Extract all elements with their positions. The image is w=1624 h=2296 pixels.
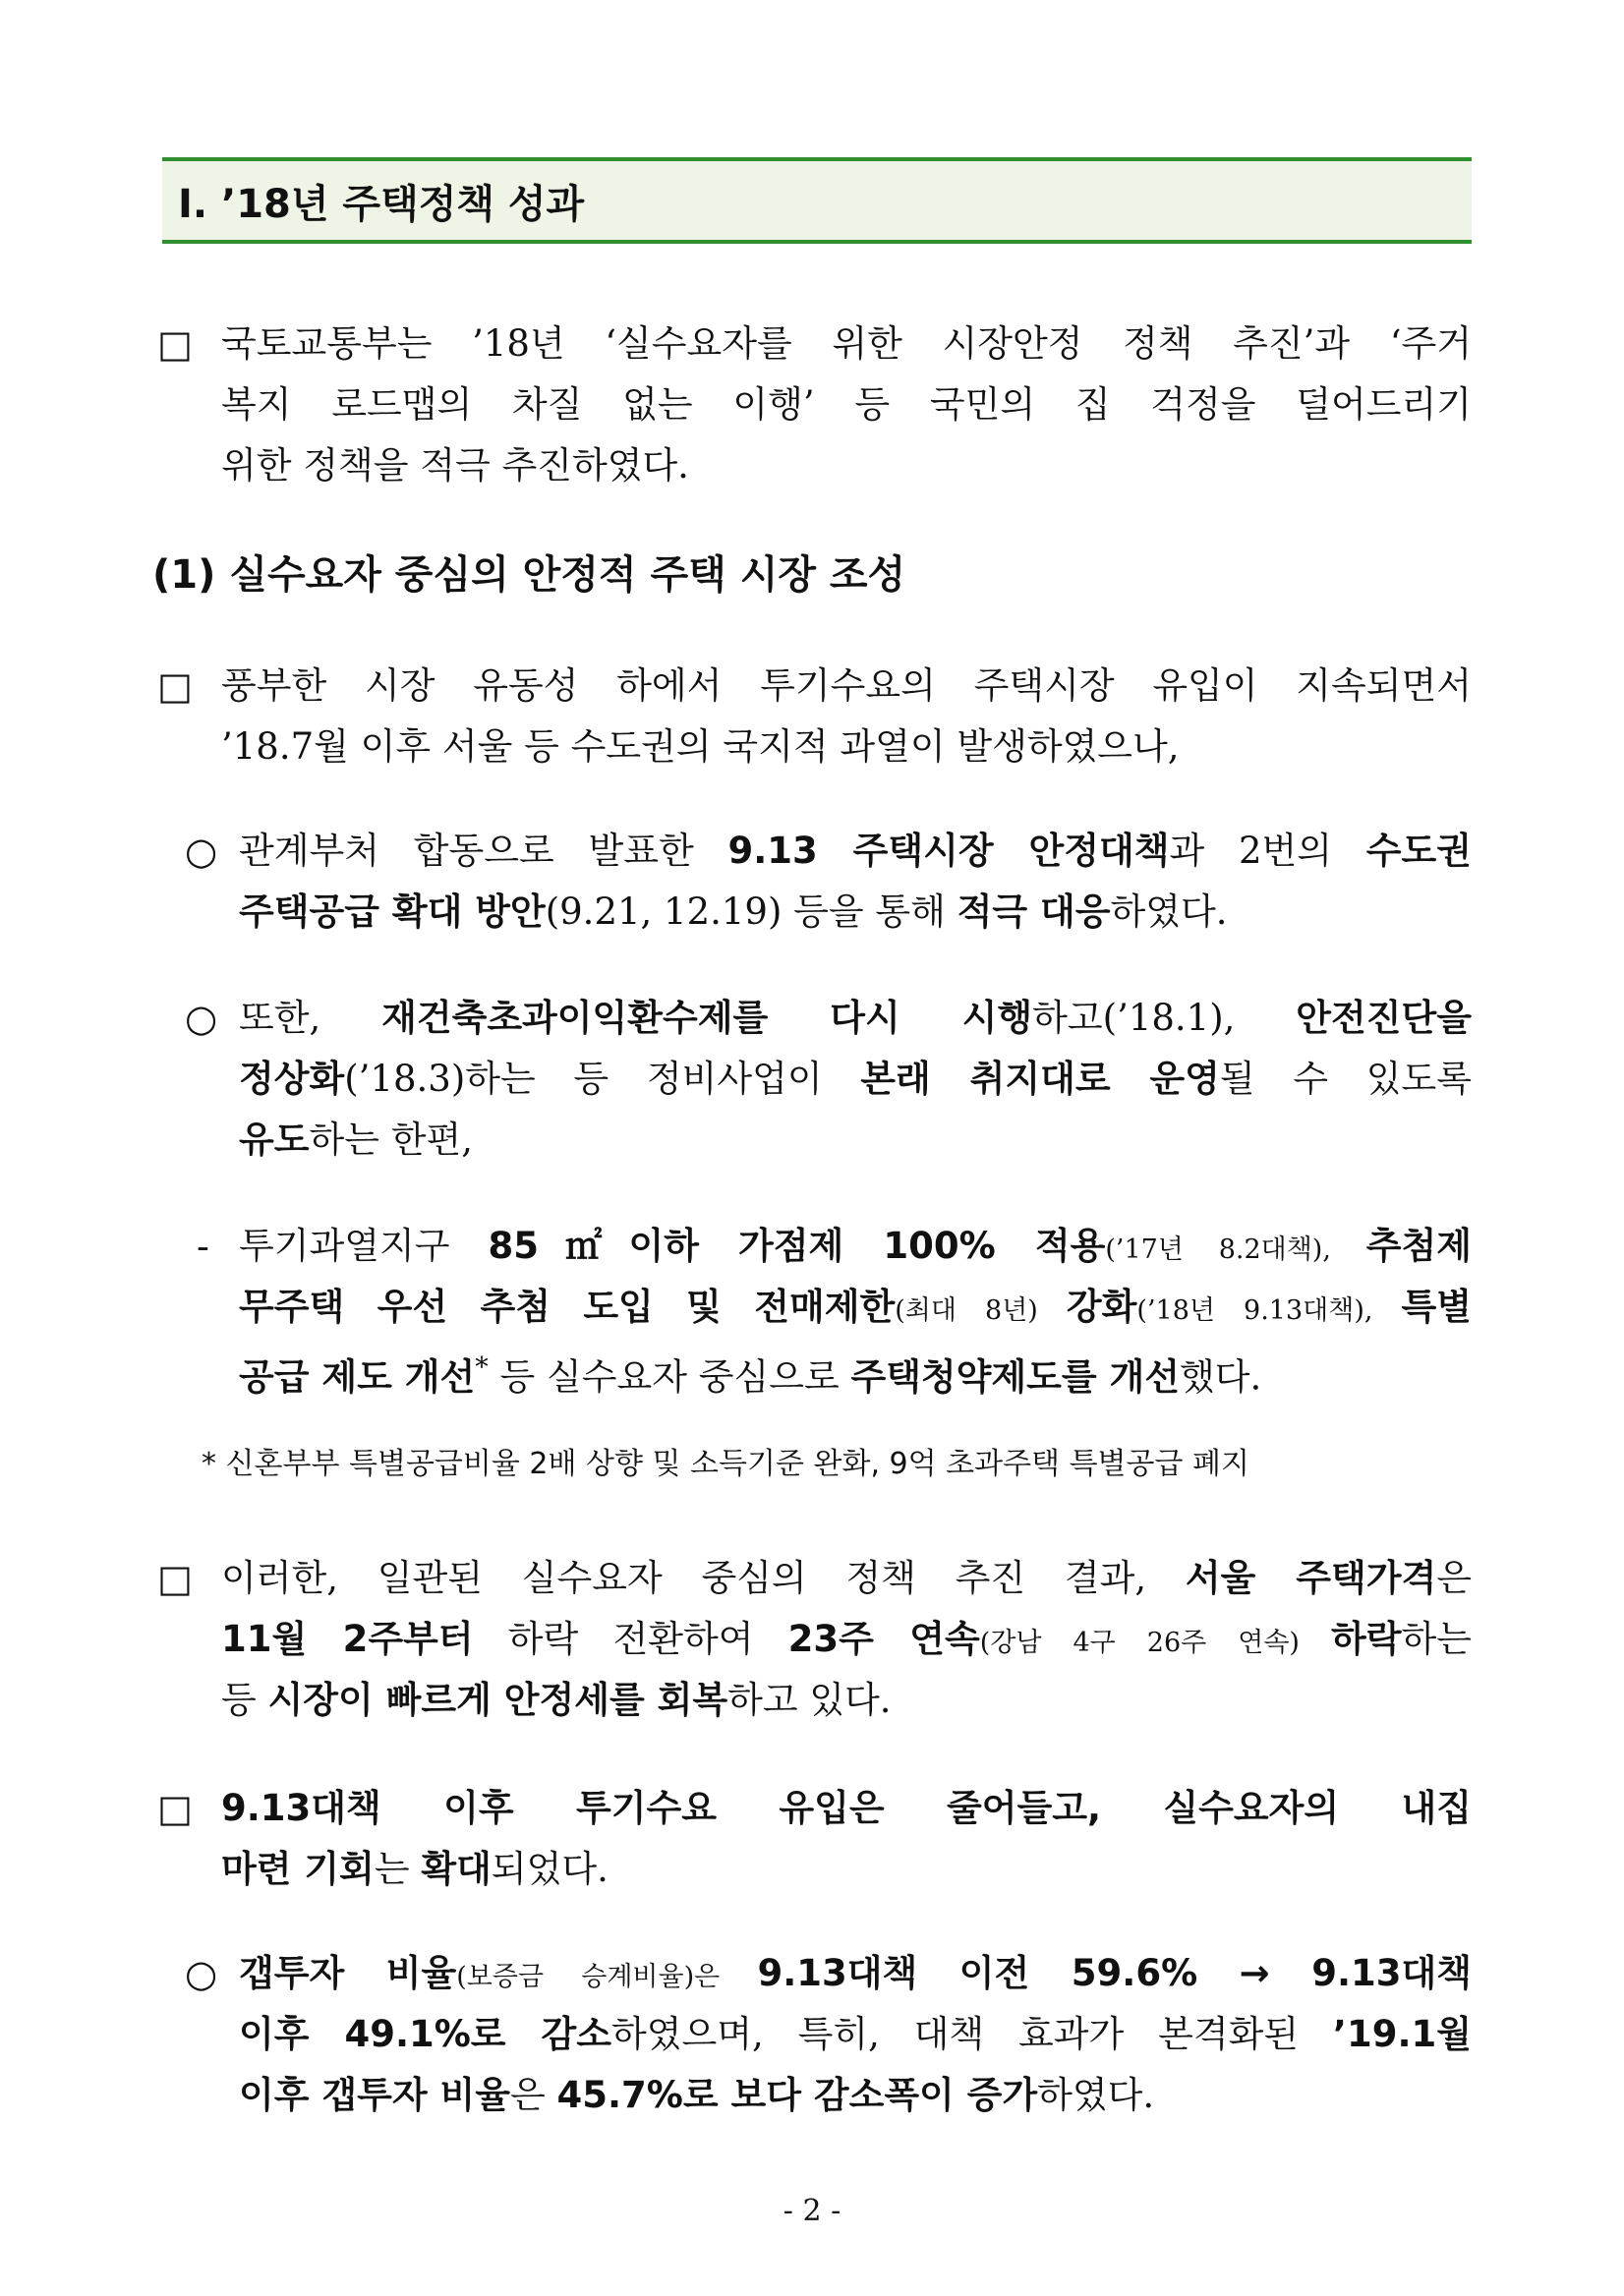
d1-line-2: 무주택 우선 추첨 도입 및 전매제한(최대 8년) 강화(’18년 9.13대책), 특별 [239, 1286, 1472, 1328]
b2-line-3: 유도하는 한편, [239, 1119, 473, 1161]
d1-line-3: 공급 제도 개선* 등 실수요자 중심으로 주택청약제도를 개선했다. [239, 1352, 1262, 1399]
circle-bullet: ○ [185, 830, 218, 873]
b3-line-2: 이후 49.1%로 감소하였으며, 특히, 대책 효과가 본격화된 ’19.1월 [239, 2013, 1472, 2055]
circle-bullet: ○ [185, 1952, 218, 1995]
page-number: - 2 - [783, 2194, 841, 2228]
checkbox-bullet: □ [157, 664, 193, 708]
b3-line-3: 이후 갭투자 비율은 45.7%로 보다 감소폭이 증가하였다. [239, 2074, 1155, 2116]
b3-line-1: 갭투자 비율(보증금 승계비율)은 9.13대책 이전 59.6% → 9.13대책 [239, 1952, 1472, 1994]
p2-line-3: 등 시장이 빠르게 안정세를 회복하고 있다. [221, 1679, 892, 1721]
checkbox-bullet: □ [157, 1557, 193, 1600]
intro-line-3: 위한 정책을 적극 추진하였다. [221, 444, 689, 487]
intro-line-1: 국토교통부는 ’18년 ‘실수요자를 위한 시장안정 정책 추진’과 ‘주거 [221, 322, 1472, 365]
d1-line-1: 투기과열지구 85㎡이하 가점제 100% 적용(’17년 8.2대책), 추첨제 [239, 1225, 1472, 1267]
p2-line-2: 11월 2주부터 하락 전환하여 23주 연속(강남 4구 26주 연속) 하락하는 [221, 1618, 1472, 1660]
p2-line-1: 이러한, 일관된 실수요자 중심의 정책 추진 결과, 서울 주택가격은 [221, 1557, 1472, 1599]
b2-line-2: 정상화(’18.3)하는 등 정비사업이 본래 취지대로 운영될 수 있도록 [239, 1058, 1473, 1100]
circle-bullet: ○ [185, 997, 218, 1040]
intro-line-2: 복지 로드맵의 차질 없는 이행’ 등 국민의 집 걱정을 덜어드리기 [221, 383, 1472, 426]
p1-line-2: ’18.7월 이후 서울 등 수도권의 국지적 과열이 발생하였으나, [221, 725, 1180, 768]
b2-line-1: 또한, 재건축초과이익환수제를 다시 시행하고(’18.1), 안전진단을 [239, 997, 1472, 1039]
page-title: Ⅰ. ’18년 주택정책 성과 [162, 157, 1472, 244]
p3-line-2: 마련 기회는 확대되었다. [221, 1848, 609, 1890]
b1-line-1: 관계부처 합동으로 발표한 9.13 주택시장 안정대책과 2번의 수도권 [239, 830, 1472, 872]
checkbox-bullet: □ [157, 322, 193, 366]
dash-bullet: - [197, 1225, 209, 1268]
checkbox-bullet: □ [157, 1787, 193, 1830]
footnote: * 신혼부부 특별공급비율 2배 상향 및 소득기준 완화, 9억 초과주택 특별공급 폐지 [202, 1447, 1249, 1481]
section-heading: (1) 실수요자 중심의 안정적 주택 시장 조성 [152, 552, 906, 598]
p3-line-1: 9.13대책 이후 투기수요 유입은 줄어들고, 실수요자의 내집 [221, 1787, 1472, 1829]
p1-line-1: 풍부한 시장 유동성 하에서 투기수요의 주택시장 유입이 지속되면서 [221, 664, 1472, 707]
b1-line-2: 주택공급 확대 방안(9.21, 12.19) 등을 통해 적극 대응하였다. [239, 890, 1228, 933]
